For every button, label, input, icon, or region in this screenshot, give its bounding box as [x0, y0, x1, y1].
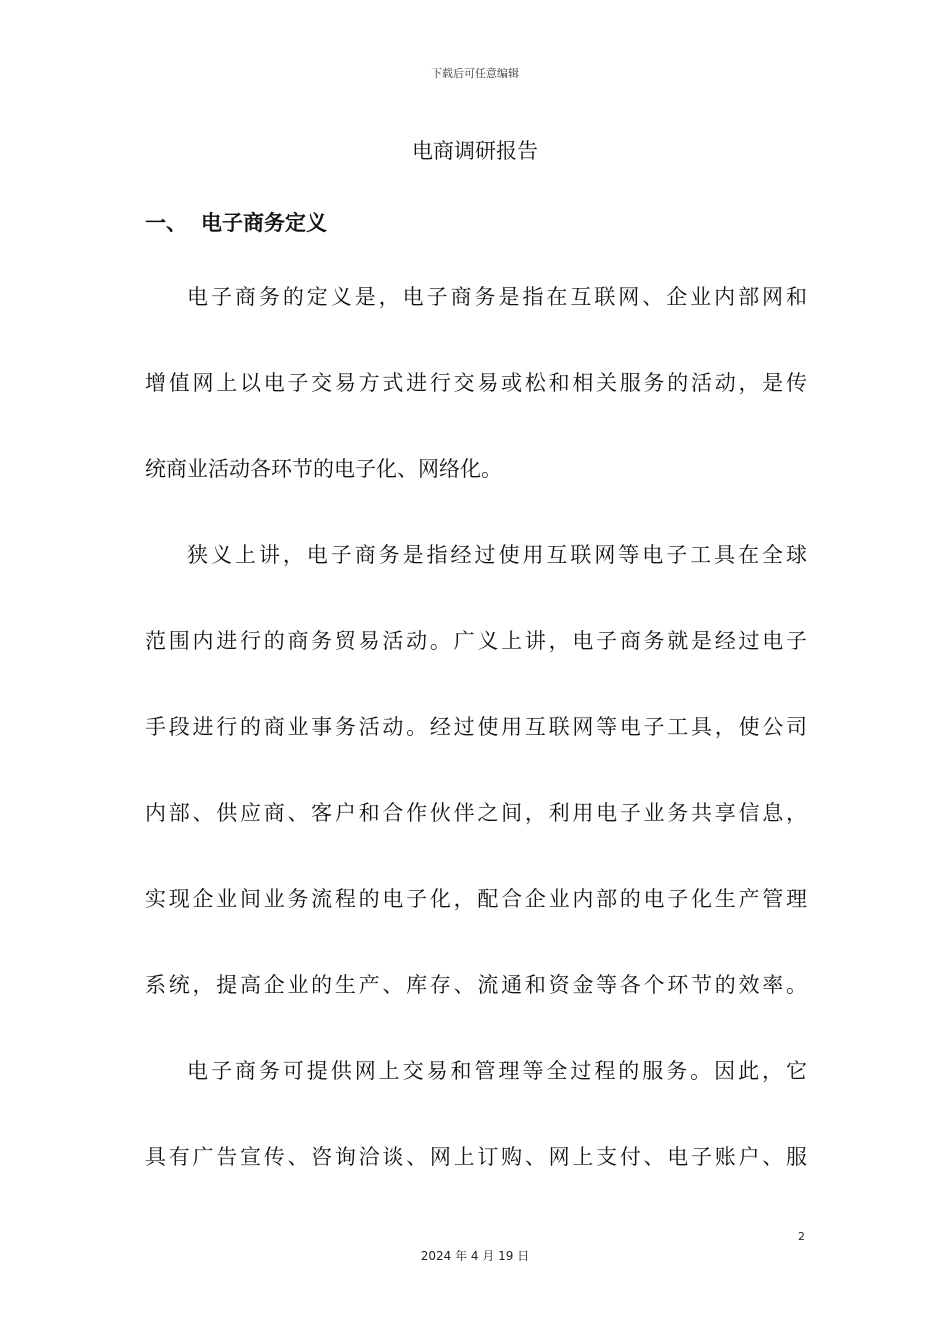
section-heading	[145, 207, 327, 239]
section-number: 一、	[145, 211, 187, 235]
paragraph-line: 内部、供应商、客户和合作伙伴之间，利用电子业务共享信息，	[145, 801, 807, 825]
paragraph-line: 系统，提高企业的生产、库存、流通和资金等各个环节的效率。	[145, 973, 807, 997]
paragraph-line: 增值网上以电子交易方式进行交易或松和相关服务的活动，是传	[145, 371, 807, 395]
section-heading-text: 电子商务定义	[201, 211, 327, 235]
paragraph-line: 手段进行的商业事务活动。经过使用互联网等电子工具，使公司	[145, 715, 807, 739]
page-number: 2	[798, 1230, 805, 1243]
footer-date: 2024 年 4 月 19 日	[420, 1249, 530, 1263]
paragraph-line: 范围内进行的商务贸易活动。广义上讲，电子商务就是经过电子	[145, 629, 807, 653]
paragraph-line: 电子商务的定义是，电子商务是指在互联网、企业内部网和	[187, 285, 807, 309]
paragraph-line: 狭义上讲，电子商务是指经过使用互联网等电子工具在全球	[187, 543, 807, 567]
paragraph-line: 电子商务可提供网上交易和管理等全过程的服务。因此，它	[187, 1059, 807, 1083]
header-note: 下载后可任意编辑	[431, 67, 519, 80]
document-title: 电商调研报告	[412, 139, 538, 163]
paragraph-line: 具有广告宣传、咨询洽谈、网上订购、网上支付、电子账户、服	[145, 1145, 807, 1169]
paragraph-line: 实现企业间业务流程的电子化，配合企业内部的电子化生产管理	[145, 887, 807, 911]
body-text	[145, 276, 807, 1222]
paragraph-line: 统商业活动各环节的电子化、网络化。	[145, 457, 502, 481]
